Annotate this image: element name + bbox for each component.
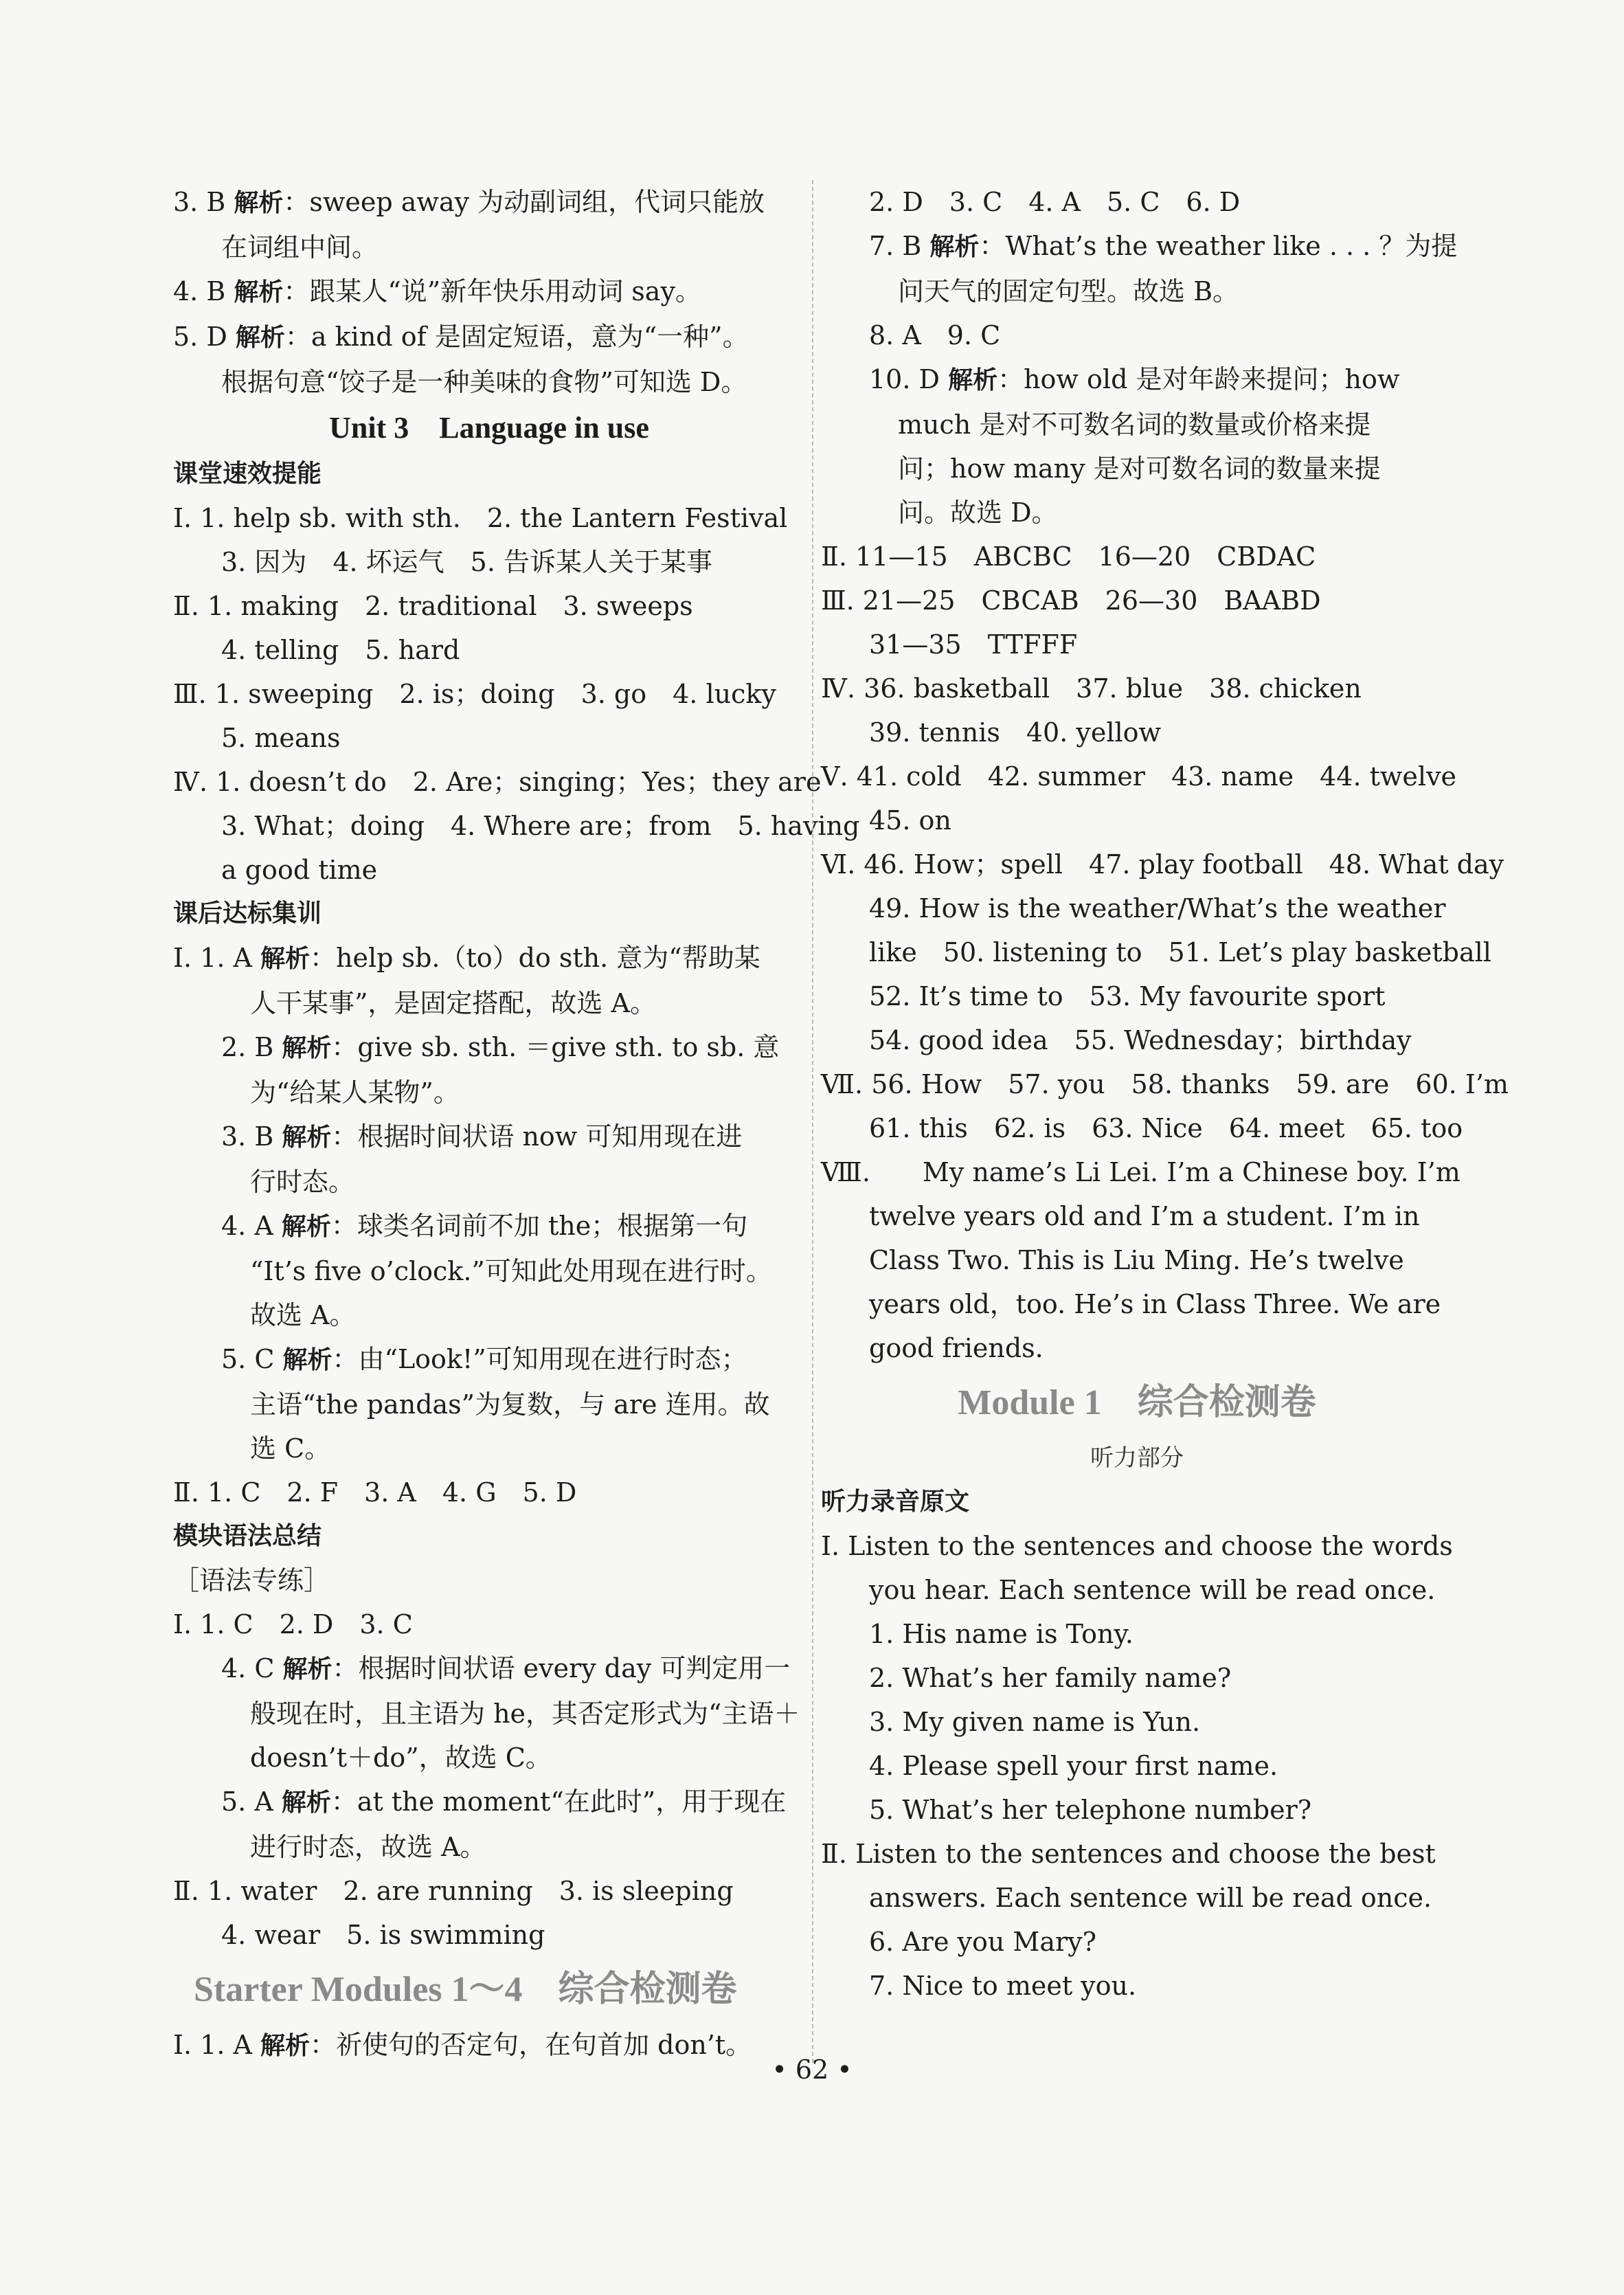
answer-text: 问；how many 是对可数名词的数量来提 bbox=[898, 454, 1381, 484]
answer-text: Ⅲ. 1. sweeping 2. is；doing 3. go 4. lucky bbox=[173, 679, 776, 709]
answer-line bbox=[173, 1025, 805, 1071]
section-heading: 听力录音原文 bbox=[821, 1488, 970, 1516]
answer-line bbox=[821, 1150, 1461, 1194]
answer-text: ［语法专练］ bbox=[173, 1565, 330, 1596]
answer-text: 49. How is the weather/What’s the weather bbox=[869, 893, 1446, 923]
analysis-label: 解析 bbox=[281, 1213, 331, 1241]
answer-line bbox=[173, 1470, 805, 1514]
answer-text: 5. D bbox=[173, 322, 236, 352]
answer-line bbox=[821, 403, 1453, 447]
answer-text: like 50. listening to 51. Let’s play basketball bbox=[869, 937, 1491, 967]
answer-line bbox=[173, 804, 860, 848]
analysis-text: ：What’s the weather like . . . ？为提 bbox=[979, 231, 1458, 261]
analysis-text: ：祈使句的否定句，在句首加 don’t。 bbox=[310, 2030, 752, 2060]
answer-text: 3. What；doing 4. Where are；from 5. having bbox=[221, 811, 860, 841]
analysis-text: ：sweep away 为动副词组，代词只能放 bbox=[283, 187, 765, 217]
answer-line bbox=[173, 1646, 805, 1692]
unit-title: Unit 3 Language in use bbox=[329, 411, 649, 445]
answer-line bbox=[173, 936, 805, 981]
answer-line bbox=[173, 496, 805, 540]
answer-text: 39. tennis 40. yellow bbox=[869, 717, 1162, 748]
analysis-text: ：at the moment“在此时”，用于现在 bbox=[330, 1787, 787, 1817]
analysis-label: 解析 bbox=[929, 233, 980, 261]
column-divider bbox=[812, 180, 813, 2063]
answer-text: 3. 因为 4. 坏运气 5. 告诉某人关于某事 bbox=[221, 547, 713, 577]
answer-line bbox=[173, 360, 805, 404]
answer-line bbox=[173, 1869, 805, 1913]
answer-line bbox=[821, 1106, 1463, 1150]
answer-line bbox=[821, 269, 1453, 313]
left-column bbox=[173, 180, 860, 2068]
answer-text: Ⅱ. 1. water 2. are running 3. is sleeping bbox=[173, 1876, 734, 1906]
answer-text: 7. B bbox=[869, 231, 930, 261]
test-title: Starter Modules 1～4 综合检测卷 bbox=[194, 1970, 737, 2009]
answer-line bbox=[821, 974, 1453, 1018]
answer-text: 4. A bbox=[221, 1211, 282, 1241]
answer-line bbox=[821, 842, 1504, 886]
answer-text: Ⅰ. 1. help sb. with sth. 2. the Lantern Festival bbox=[173, 503, 788, 533]
answer-line bbox=[821, 1568, 1453, 1612]
answer-text: 为“给某人某物”。 bbox=[250, 1077, 460, 1108]
answer-text: 4. C bbox=[221, 1653, 283, 1683]
analysis-text: ：help sb.（to）do sth. 意为“帮助某 bbox=[310, 943, 760, 973]
answer-text: 3. My given name is Yun. bbox=[869, 1707, 1201, 1737]
answer-text: 8. A 9. C bbox=[869, 320, 1001, 350]
answer-line bbox=[821, 1062, 1509, 1106]
answer-line bbox=[173, 1558, 805, 1602]
answer-text: Class Two. This is Liu Ming. He’s twelve bbox=[869, 1245, 1404, 1275]
answer-line bbox=[173, 1825, 805, 1869]
answer-line bbox=[173, 672, 805, 716]
answer-text: Ⅰ. 1. C 2. D 3. C bbox=[173, 1609, 413, 1639]
page-number: • 62 • bbox=[771, 2055, 853, 2085]
answer-text: much 是对不可数名词的数量或价格来提 bbox=[898, 410, 1371, 440]
analysis-label: 解析 bbox=[260, 945, 311, 973]
analysis-label: 解析 bbox=[234, 189, 284, 217]
answer-line bbox=[821, 224, 1458, 269]
answer-text: 2. D 3. C 4. A 5. C 6. D bbox=[869, 187, 1241, 217]
answer-line bbox=[821, 491, 1453, 535]
answer-line bbox=[173, 1382, 805, 1426]
right-column bbox=[821, 180, 1509, 2008]
answer-text: good friends. bbox=[869, 1333, 1044, 1363]
answer-text: 10. D bbox=[869, 364, 949, 394]
answer-text: doesn’t＋do”，故选 C。 bbox=[250, 1743, 552, 1773]
answer-line bbox=[821, 1018, 1453, 1062]
answer-line bbox=[821, 447, 1453, 491]
answer-text: 54. good idea 55. Wednesday；birthday bbox=[869, 1025, 1412, 1055]
analysis-label: 解析 bbox=[282, 1034, 332, 1062]
analysis-label: 解析 bbox=[282, 1123, 332, 1152]
answer-line bbox=[821, 1612, 1453, 1656]
answer-text: Ⅳ. 1. doesn’t do 2. Are；singing；Yes；they are bbox=[173, 767, 822, 797]
answer-line bbox=[173, 628, 805, 672]
answer-line bbox=[821, 798, 1453, 842]
answer-text: 31—35 TTFFF bbox=[869, 629, 1078, 660]
answer-line bbox=[821, 667, 1453, 710]
answer-text: 3. B bbox=[173, 187, 234, 217]
section-heading: 模块语法总结 bbox=[173, 1522, 322, 1550]
answer-line bbox=[821, 930, 1491, 974]
answer-line bbox=[173, 269, 805, 315]
answer-text: you hear. Each sentence will be read once. bbox=[869, 1575, 1436, 1605]
answer-text: 5. A bbox=[221, 1787, 282, 1817]
answer-line bbox=[173, 981, 805, 1025]
answer-text: Ⅲ. 21—25 CBCAB 26—30 BAABD bbox=[821, 585, 1321, 616]
answer-line bbox=[821, 623, 1453, 667]
answer-line bbox=[821, 579, 1453, 623]
answer-text: 4. B bbox=[173, 276, 234, 306]
answer-text: 5. What’s her telephone number? bbox=[869, 1795, 1312, 1825]
answer-line bbox=[821, 1194, 1453, 1238]
answer-text: 在词组中间。 bbox=[221, 232, 379, 262]
answer-line bbox=[173, 225, 805, 269]
answer-line bbox=[173, 1736, 805, 1780]
answer-text: Ⅱ. Listen to the sentences and choose the best bbox=[821, 1839, 1436, 1869]
analysis-label: 解析 bbox=[282, 1346, 332, 1374]
section-heading: 课堂速效提能 bbox=[173, 460, 322, 488]
answer-text: 人干某事”，是固定搭配，故选 A。 bbox=[250, 988, 656, 1018]
answer-line bbox=[821, 1656, 1453, 1700]
answer-line bbox=[173, 180, 805, 225]
answer-line bbox=[821, 1832, 1453, 1876]
answer-text: 6. Are you Mary? bbox=[869, 1927, 1096, 1957]
answer-line bbox=[821, 357, 1453, 403]
answer-line bbox=[173, 315, 805, 360]
answer-text: “It’s five o’clock.”可知此处用现在进行时。 bbox=[250, 1256, 772, 1286]
answer-line bbox=[821, 313, 1453, 357]
answer-line bbox=[173, 584, 805, 628]
answer-line bbox=[173, 1160, 805, 1204]
answer-text: 问。故选 D。 bbox=[898, 497, 1058, 528]
answer-line bbox=[173, 1337, 805, 1382]
answer-text: 5. C bbox=[221, 1344, 283, 1374]
answer-text: 2. What’s her family name? bbox=[869, 1663, 1232, 1693]
answer-line bbox=[173, 1780, 805, 1825]
test-title: Module 1 综合检测卷 bbox=[958, 1383, 1316, 1422]
answer-line bbox=[821, 754, 1457, 798]
answer-text: a good time bbox=[221, 855, 378, 885]
analysis-label: 解析 bbox=[282, 1655, 332, 1683]
answer-line bbox=[173, 1602, 805, 1646]
answer-line bbox=[173, 1115, 805, 1160]
subsection-title: 听力部分 bbox=[1090, 1444, 1184, 1472]
answer-text: 行时态。 bbox=[250, 1167, 355, 1197]
answer-line bbox=[821, 1876, 1453, 1920]
answer-text: 61. this 62. is 63. Nice 64. meet 65. too bbox=[869, 1113, 1463, 1143]
answer-line bbox=[173, 1426, 805, 1470]
answer-text: 4. wear 5. is swimming bbox=[221, 1920, 545, 1950]
answer-line bbox=[173, 848, 805, 892]
answer-text: 主语“the pandas”为复数，与 are 连用。故 bbox=[250, 1389, 770, 1420]
analysis-text: ：根据时间状语 now 可知用现在进 bbox=[331, 1121, 743, 1152]
answer-text: twelve years old and I’m a student. I’m in bbox=[869, 1201, 1420, 1231]
answer-text: 52. It’s time to 53. My favourite sport bbox=[869, 981, 1386, 1011]
answer-line bbox=[173, 1249, 805, 1293]
answer-line bbox=[173, 540, 805, 584]
answer-text: 4. telling 5. hard bbox=[221, 635, 460, 665]
analysis-label: 解析 bbox=[235, 324, 285, 352]
answer-text: Ⅷ. My name’s Li Lei. I’m a Chinese boy. I’m bbox=[821, 1157, 1461, 1187]
answer-text: 进行时态，故选 A。 bbox=[250, 1832, 486, 1862]
answer-line bbox=[821, 1964, 1453, 2008]
answer-text: 选 C。 bbox=[250, 1433, 331, 1464]
answer-text: 1. His name is Tony. bbox=[869, 1619, 1134, 1649]
answer-text: 5. means bbox=[221, 723, 341, 753]
answer-text: Ⅱ. 1. making 2. traditional 3. sweeps bbox=[173, 591, 693, 621]
answer-text: 2. B bbox=[221, 1032, 282, 1062]
answer-line bbox=[821, 886, 1453, 930]
answer-line bbox=[173, 1913, 805, 1957]
answer-text: 根据句意“饺子是一种美味的食物”可知选 D。 bbox=[221, 367, 747, 397]
answer-line bbox=[173, 1071, 805, 1115]
answer-line bbox=[821, 1524, 1453, 1568]
answer-line bbox=[821, 710, 1453, 754]
answer-text: 问天气的固定句型。故选 B。 bbox=[898, 276, 1239, 306]
answer-text: Ⅰ. 1. A bbox=[173, 943, 261, 973]
answer-text: Ⅶ. 56. How 57. you 58. thanks 59. are 60. I’m bbox=[821, 1069, 1509, 1099]
answer-text: 45. on bbox=[869, 805, 951, 836]
answer-text: Ⅱ. 1. C 2. F 3. A 4. G 5. D bbox=[173, 1477, 577, 1508]
answer-text: 4. Please spell your first name. bbox=[869, 1751, 1278, 1781]
answer-text: Ⅴ. 41. cold 42. summer 43. name 44. twelve bbox=[821, 761, 1457, 792]
answer-line bbox=[173, 716, 805, 760]
answer-text: 7. Nice to meet you. bbox=[869, 1971, 1137, 2001]
answer-line bbox=[173, 1692, 805, 1736]
answer-text: 3. B bbox=[221, 1121, 282, 1152]
answer-text: Ⅵ. 46. How；spell 47. play football 48. What day bbox=[821, 849, 1504, 880]
answer-line bbox=[821, 1282, 1453, 1326]
analysis-text: ：跟某人“说”新年快乐用动词 say。 bbox=[283, 276, 701, 306]
analysis-text: ：根据时间状语 every day 可判定用一 bbox=[332, 1653, 791, 1683]
answer-line bbox=[821, 1238, 1453, 1282]
answer-text: answers. Each sentence will be read once. bbox=[869, 1883, 1432, 1913]
analysis-text: ：give sb. sth. ＝give sth. to sb. 意 bbox=[331, 1032, 780, 1062]
analysis-text: ：a kind of 是固定短语，意为“一种”。 bbox=[284, 322, 749, 352]
section-heading: 课后达标集训 bbox=[173, 899, 322, 928]
analysis-text: ：球类名词前不加 the；根据第一句 bbox=[330, 1211, 748, 1241]
answer-text: Ⅰ. Listen to the sentences and choose the words bbox=[821, 1531, 1453, 1561]
answer-line bbox=[821, 535, 1453, 579]
answer-line bbox=[821, 180, 1453, 224]
analysis-label: 解析 bbox=[234, 278, 284, 306]
analysis-label: 解析 bbox=[281, 1789, 331, 1817]
answer-line bbox=[173, 760, 822, 804]
analysis-label: 解析 bbox=[948, 366, 998, 394]
answer-text: 般现在时，且主语为 he，其否定形式为“主语＋ bbox=[250, 1699, 800, 1729]
answer-line bbox=[821, 1700, 1453, 1744]
answer-text: 故选 A。 bbox=[250, 1300, 356, 1330]
analysis-text: ：how old 是对年龄来提问；how bbox=[997, 364, 1400, 394]
answer-text: Ⅳ. 36. basketball 37. blue 38. chicken bbox=[821, 673, 1362, 704]
answer-line bbox=[821, 1788, 1453, 1832]
answer-text: years old，too. He’s in Class Three. We are bbox=[869, 1289, 1441, 1319]
answer-line bbox=[821, 1744, 1453, 1788]
answer-line bbox=[821, 1326, 1453, 1370]
answer-line bbox=[821, 1920, 1453, 1964]
answer-text: Ⅱ. 11—15 ABCBC 16—20 CBDAC bbox=[821, 541, 1316, 572]
answer-text: Ⅰ. 1. A bbox=[173, 2030, 261, 2060]
analysis-text: ：由“Look!”可知用现在进行时态； bbox=[332, 1344, 747, 1374]
analysis-label: 解析 bbox=[260, 2032, 311, 2060]
answer-line bbox=[173, 1293, 805, 1337]
answer-line bbox=[173, 1204, 805, 1249]
